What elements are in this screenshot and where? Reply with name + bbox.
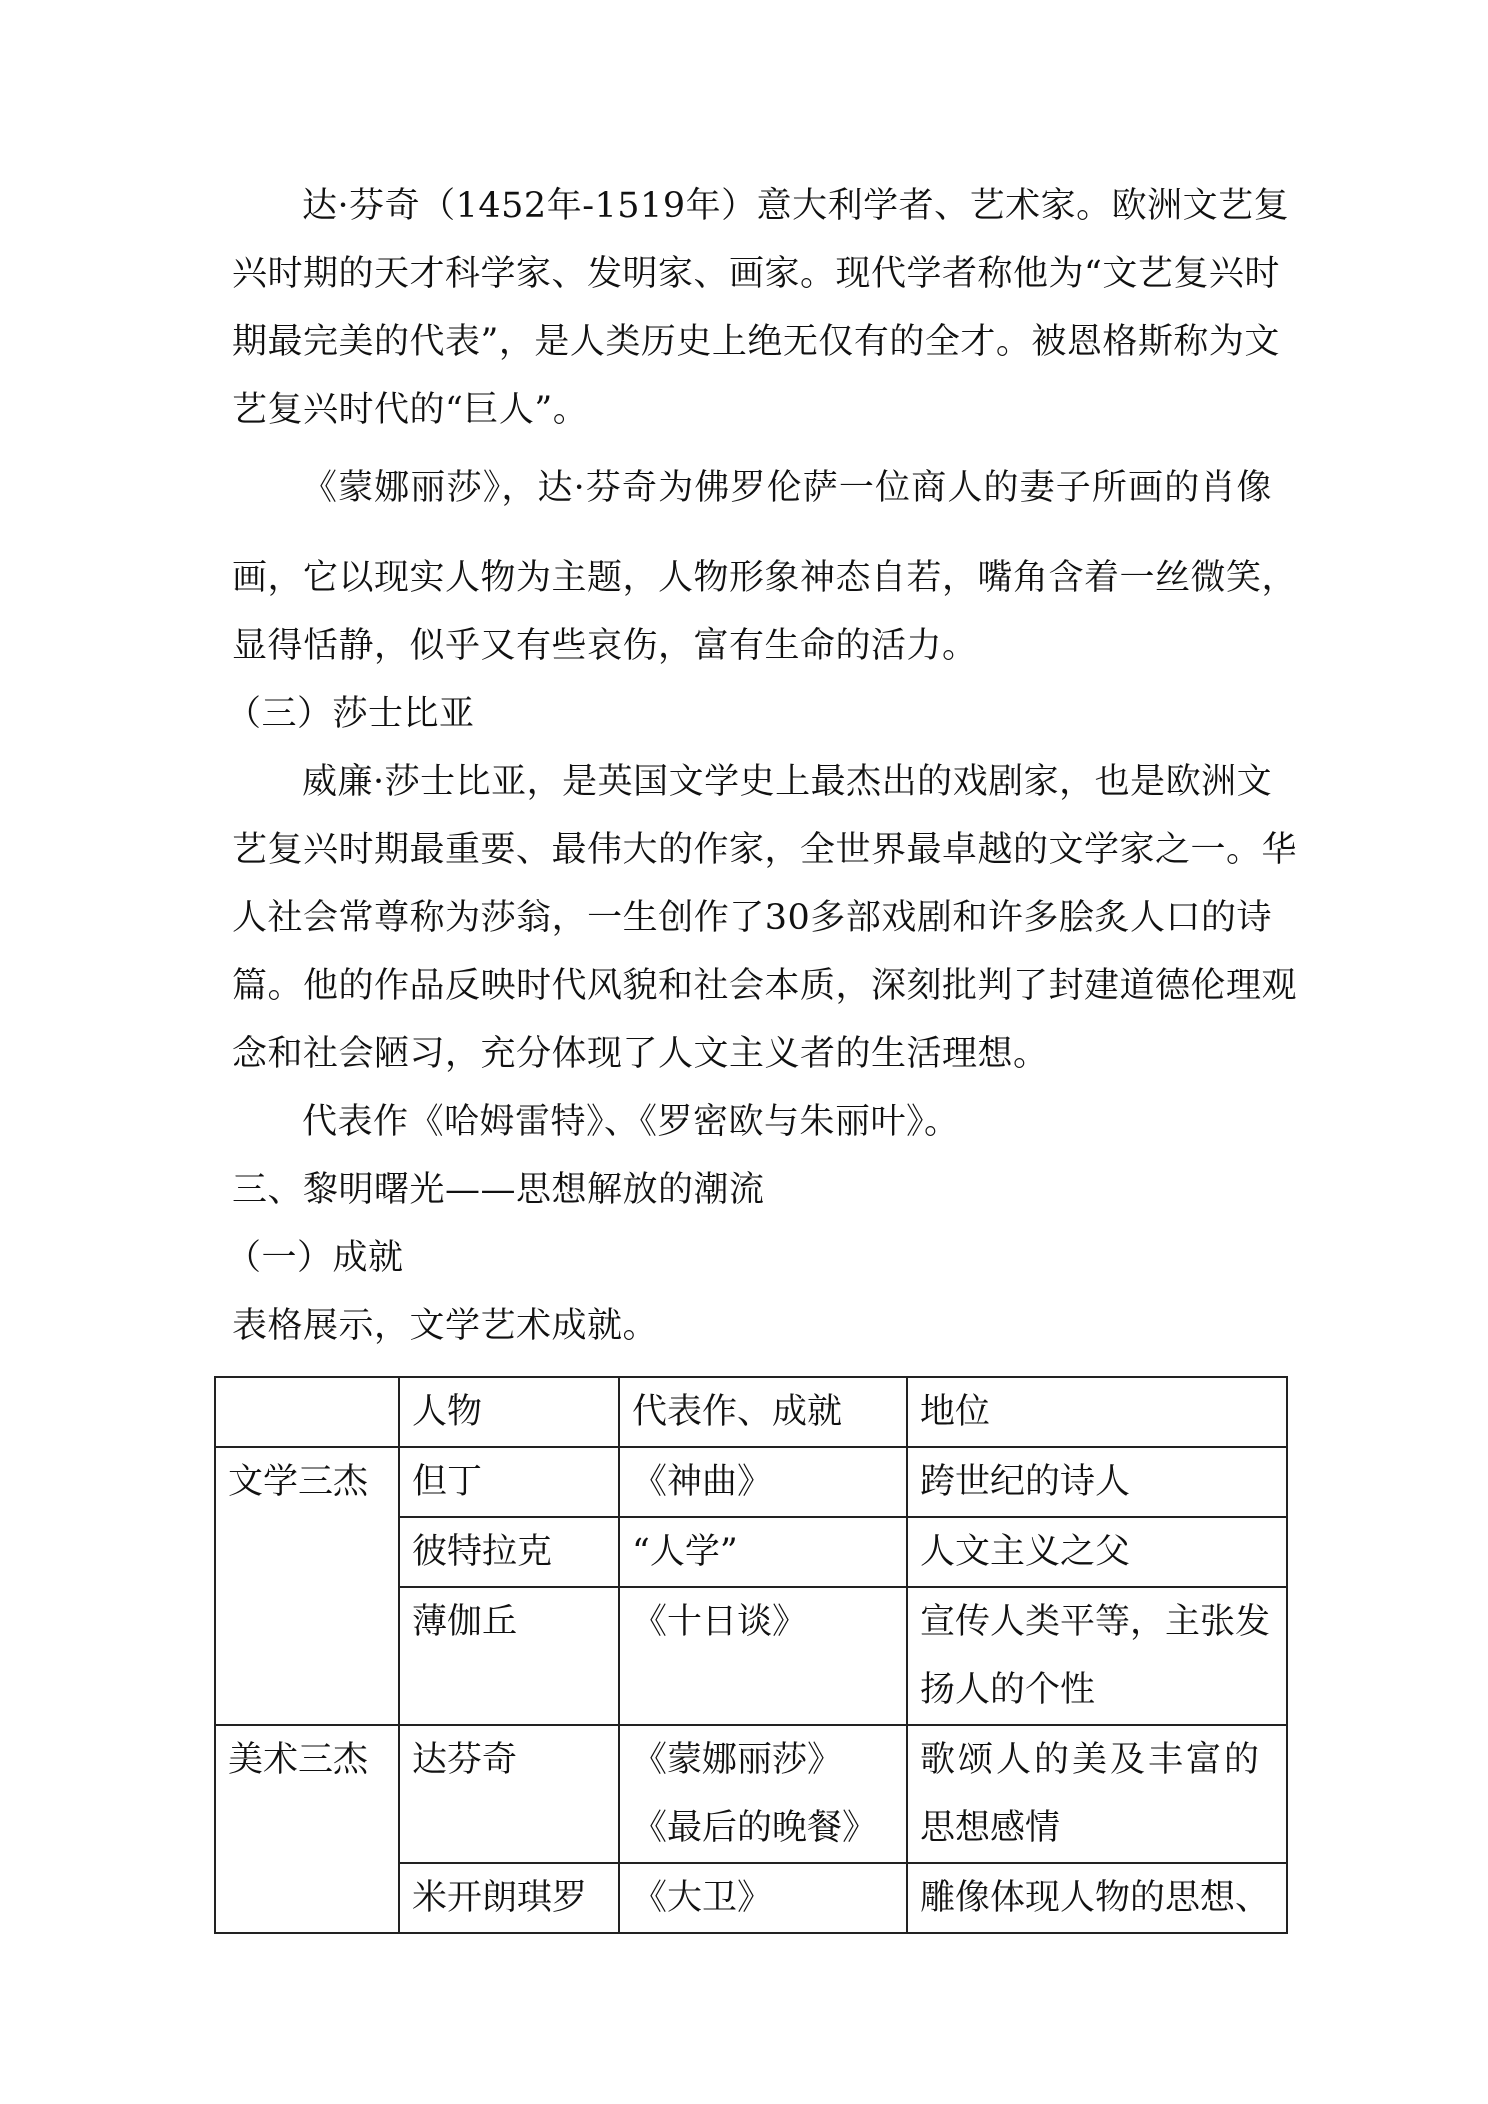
person-cell: 达芬奇 bbox=[399, 1725, 619, 1863]
paragraph-line: 期最完美的代表”，是人类历史上绝无仅有的全才。被恩格斯称为文 bbox=[232, 322, 1280, 362]
category-cell: 文学三杰 bbox=[215, 1447, 399, 1725]
category-cell: 美术三杰 bbox=[215, 1725, 399, 1933]
paragraph-line: 《蒙娜丽莎》，达·芬奇为佛罗伦萨一位商人的妻子所画的肖像 bbox=[302, 468, 1272, 508]
paragraph-line: 画，它以现实人物为主题，人物形象神态自若，嘴角含着一丝微笑， bbox=[232, 558, 1298, 598]
header-cell: 人物 bbox=[399, 1377, 619, 1447]
works-line: 《最后的晚餐》 bbox=[632, 1808, 878, 1848]
works-cell: 《神曲》 bbox=[619, 1447, 907, 1517]
table-row bbox=[215, 1725, 1287, 1863]
header-cell: 代表作、成就 bbox=[619, 1377, 907, 1447]
person-cell: 薄伽丘 bbox=[399, 1587, 619, 1725]
paragraph-line: 达·芬奇（1452年-1519年）意大利学者、艺术家。欧洲文艺复 bbox=[302, 186, 1290, 226]
header-cell: 地位 bbox=[907, 1377, 1287, 1447]
paragraph-line: 威廉·莎士比亚，是英国文学史上最杰出的戏剧家，也是欧洲文 bbox=[302, 762, 1273, 802]
person-cell: 彼特拉克 bbox=[399, 1517, 619, 1587]
status-cell bbox=[907, 1587, 1287, 1725]
paragraph-line: 显得恬静，似乎又有些哀伤，富有生命的活力。 bbox=[232, 626, 978, 666]
paragraph-line: 兴时期的天才科学家、发明家、画家。现代学者称他为“文艺复兴时 bbox=[232, 254, 1280, 294]
status-cell: 雕像体现人物的思想、 bbox=[907, 1863, 1287, 1933]
paragraph-line: 艺复兴时期最重要、最伟大的作家，全世界最卓越的文学家之一。华 bbox=[232, 830, 1298, 870]
paragraph-line: 篇。他的作品反映时代风貌和社会本质，深刻批判了封建道德伦理观 bbox=[232, 966, 1298, 1006]
paragraph-line: 念和社会陋习，充分体现了人文主义者的生活理想。 bbox=[232, 1034, 1049, 1074]
works-cell: “人学” bbox=[619, 1517, 907, 1587]
header-cell bbox=[215, 1377, 399, 1447]
paragraph-line: 代表作《哈姆雷特》、《罗密欧与朱丽叶》。 bbox=[302, 1102, 960, 1142]
person-cell: 但丁 bbox=[399, 1447, 619, 1517]
status-cell: 跨世纪的诗人 bbox=[907, 1447, 1287, 1517]
status-line: 歌颂人的美及丰富的 bbox=[920, 1740, 1263, 1780]
works-cell: 《十日谈》 bbox=[619, 1587, 907, 1725]
status-line: 宣传人类平等，主张发 bbox=[920, 1602, 1271, 1642]
person-cell: 米开朗琪罗 bbox=[399, 1863, 619, 1933]
table-header-row bbox=[215, 1377, 1287, 1447]
status-cell: 人文主义之父 bbox=[907, 1517, 1287, 1587]
section-heading: （三）莎士比亚 bbox=[226, 694, 475, 734]
status-cell bbox=[907, 1725, 1287, 1863]
table-intro: 表格展示，文学艺术成就。 bbox=[232, 1306, 659, 1346]
subsection-heading: （一）成就 bbox=[226, 1238, 404, 1278]
paragraph-line: 人社会常尊称为莎翁，一生创作了30多部戏剧和许多脍炙人口的诗 bbox=[232, 898, 1272, 938]
works-cell bbox=[619, 1725, 907, 1863]
works-line: 《蒙娜丽莎》 bbox=[632, 1740, 843, 1780]
status-line: 思想感情 bbox=[920, 1808, 1061, 1848]
paragraph-line: 艺复兴时代的“巨人”。 bbox=[232, 390, 589, 430]
section-heading: 三、黎明曙光——思想解放的潮流 bbox=[232, 1170, 765, 1210]
table-row bbox=[215, 1447, 1287, 1517]
works-cell: 《大卫》 bbox=[619, 1863, 907, 1933]
status-line: 扬人的个性 bbox=[920, 1670, 1096, 1710]
achievements-table bbox=[214, 1376, 1288, 1934]
